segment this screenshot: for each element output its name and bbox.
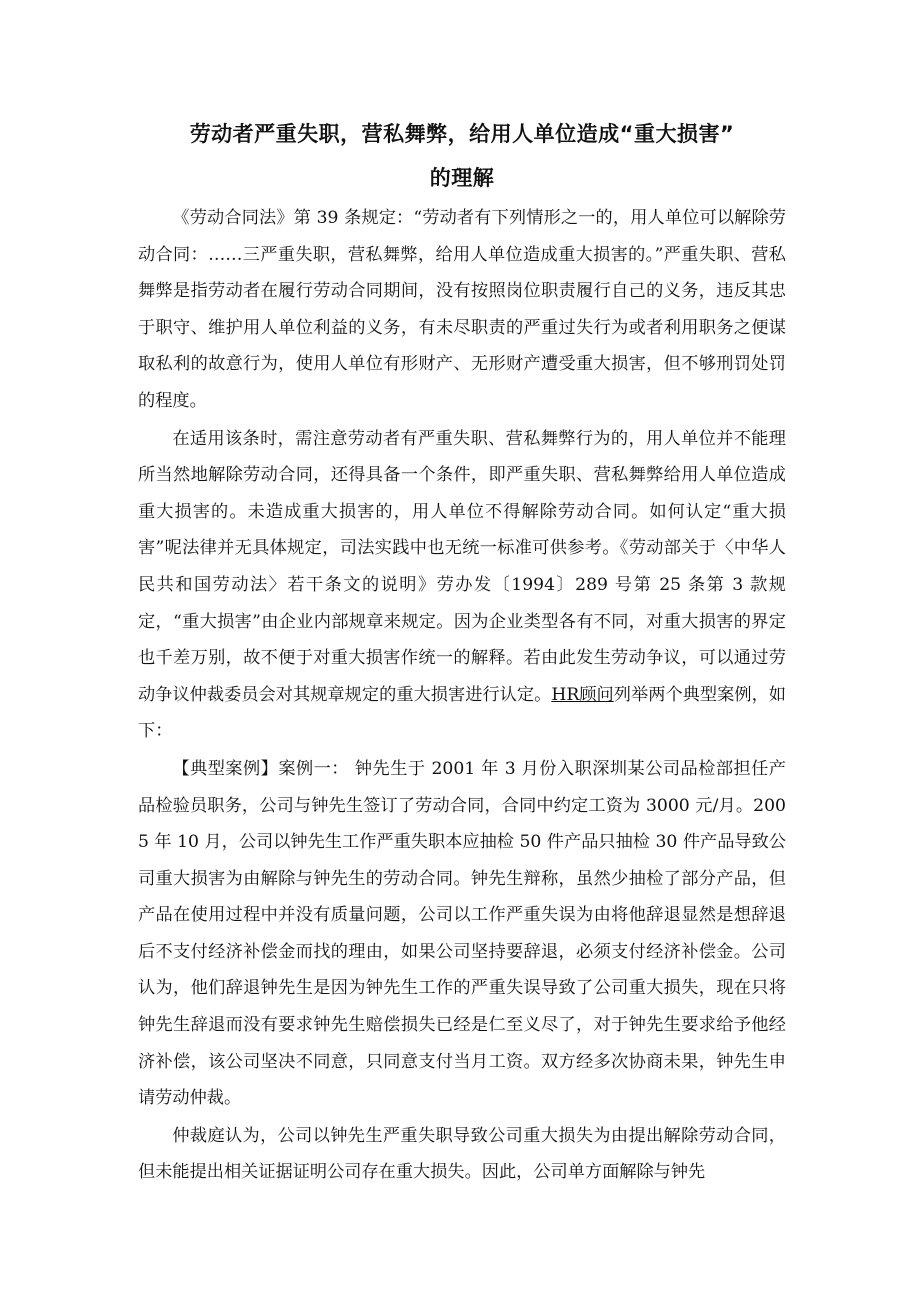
paragraph-application-notes [138, 421, 786, 750]
document-title-line-2: 的理解 [429, 166, 495, 190]
paragraph-arbitration: 仲裁庭认为，公司以钟先生严重失职导致公司重大损失为由提出解除劳动合同，但未能提出相关证据证明公司存在重大损失。因此，公司单方面解除与钟先 [138, 1125, 786, 1183]
document-page [138, 112, 786, 1192]
paragraph-application-tail: 列举两个典型案例，如下： [138, 684, 786, 742]
document-title-line-1: 劳动者严重失职，营私舞弊，给用人单位造成“重大损害” [189, 122, 735, 146]
paragraph-application-text: 在适用该条时，需注意劳动者有严重失职、营私舞弊行为的，用人单位并不能理所当然地解除劳动合同，还得具备一个条件，即严重失职、营私舞弊给用人单位造成重大损害的。未造成重大损害的，用人单位不得解除劳动合同。如何认定“重大损害”呢法律并无具体规定，司法实践中也无统一标准可供参考。《劳动部关于〈中华人民共和国劳动法〉若干条文的说明》劳办发〔1994〕289 号第 25 条第 3 款规定，“重大损害”由企业内部规章来规定。因为企业类型各有不同，对重大损害的界定也千差万别，故不便于对重大损害作统一的解释。若由此发生劳动争议，可以通过劳动争议仲裁委员会对其规章规定的重大损害进行认定。 [138, 428, 786, 705]
paragraph-article-39: 《劳动合同法》第 39 条规定：“劳动者有下列情形之一的，用人单位可以解除劳动合同：……三严重失职，营私舞弊，给用人单位造成重大损害的。”严重失职、营私舞弊是指劳动者在履行劳动合同期间，没有按照岗位职责履行自己的义务，违反其忠于职守、维护用人单位利益的义务，有未尽职责的严重过失行为或者利用职务之便谋取私利的故意行为，使用人单位有形财产、无形财产遭受重大损害，但不够刑罚处罚的程度。 [138, 208, 786, 411]
paragraph-case-one: 【典型案例】案例一： 钟先生于 2001 年 3 月份入职深圳某公司品检部担任产品检验员职务，公司与钟先生签订了劳动合同，合同中约定工资为 3000 元/月。2005 年 10 月，公司以钟先生工作严重失职本应抽检 50 件产品只抽检 30 件产品导致公司重大损害为由解除与钟先生的劳动合同。钟先生辩称，虽然少抽检了部分产品，但产品在使用过程中并没有质量问题，公司以工作严重失误为由将他辞退显然是想辞退后不支付经济补偿金而找的理由，如果公司坚持要辞退，必须支付经济补偿金。公司认为，他们辞退钟先生是因为钟先生工作的严重失误导致了公司重大损失，现在只将钟先生辞退而没有要求钟先生赔偿损失已经是仁至义尽了，对于钟先生要求给予他经济补偿，该公司坚决不同意，只同意支付当月工资。双方经多次协商未果，钟先生申请劳动仲裁。 [138, 758, 786, 1109]
hr-consultant-link[interactable]: HR顾问 [551, 684, 614, 705]
